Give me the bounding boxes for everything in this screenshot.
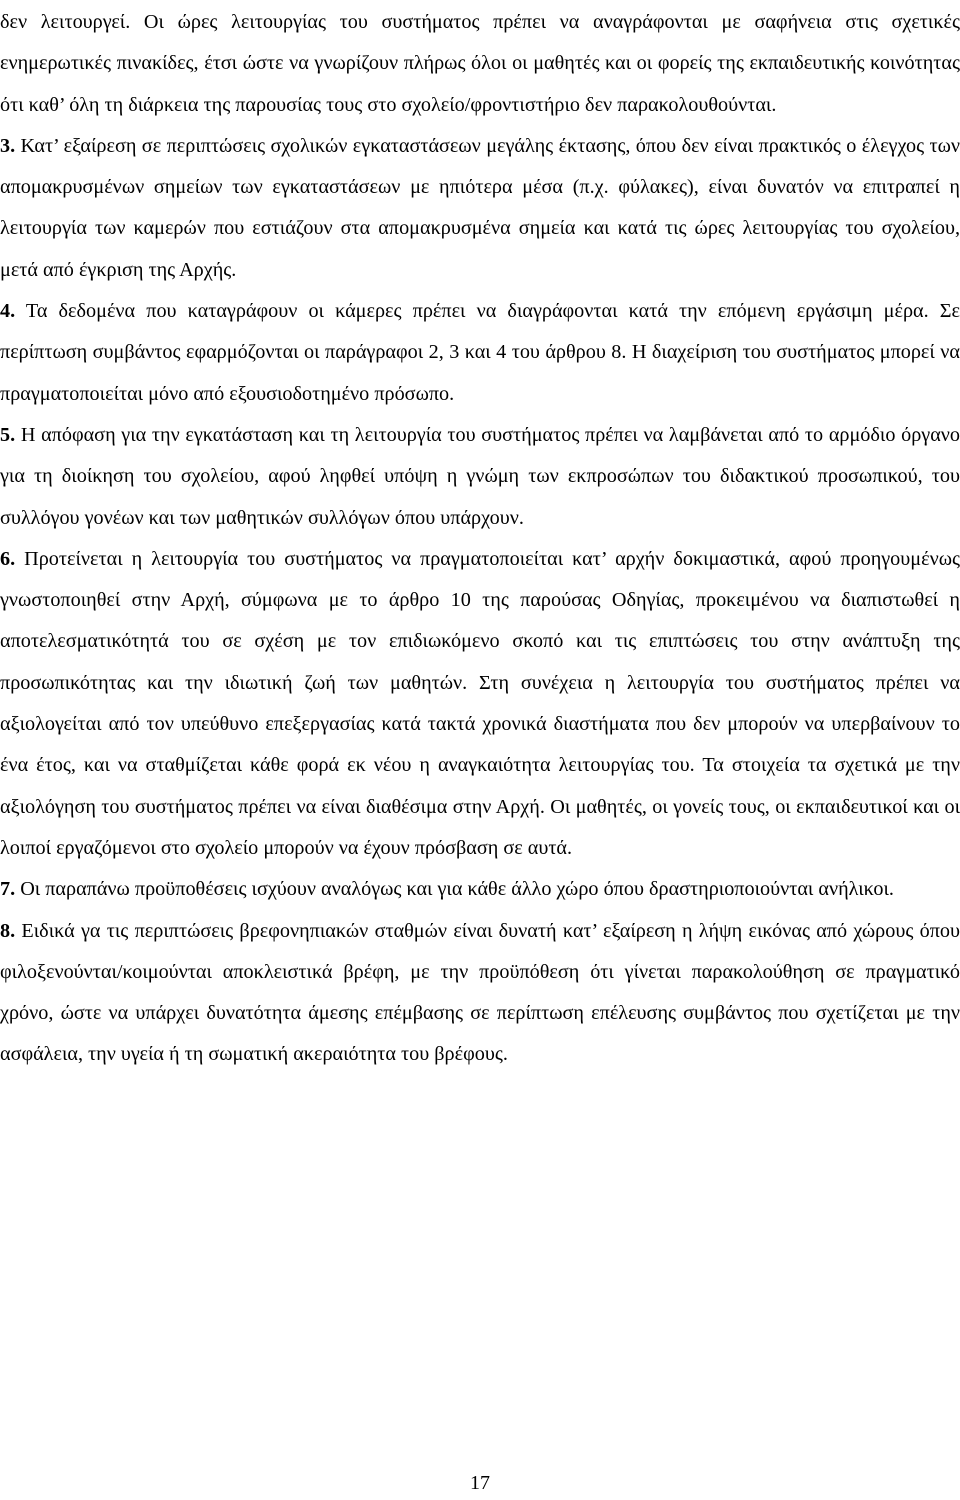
paragraph-number: 8.	[0, 919, 16, 942]
paragraph-text: Ειδικά γα τις περιπτώσεις βρεφονηπιακών σταθμών είναι δυνατή κατ’ εξαίρεση η λήψη εικόνας από χώρους όπου φιλοξενούνται/κοιμούνται αποκλειστικά βρέφη, με την προϋπόθεση ότι γίνεται παρακολούθηση σε πραγματικό χρόνο, ώστε να υπάρχει δυνατότητα άμεσης επέμβασης σε περίπτωση επέλευσης συμβάντος που σχετίζεται με την ασφάλεια, την υγεία ή τη σωματική ακεραιότητα του βρέφους.	[0, 919, 960, 1066]
paragraph-8	[0, 911, 960, 1076]
paragraph-text: Κατ’ εξαίρεση σε περιπτώσεις σχολικών εγκαταστάσεων μεγάλης έκτασης, όπου δεν είναι πρακτικός ο έλεγχος των απομακρυσμένων σημείων των εγκαταστάσεων με ηπιότερα μέσα (π.χ. φύλακες), είναι δυνατόν να επιτραπεί η λειτουργία των καμερών που εστιάζουν στα απομακρυσμένα σημεία και κατά τις ώρες λειτουργίας του σχολείου, μετά από έγκριση της Αρχής.	[0, 134, 960, 281]
paragraph-4	[0, 291, 960, 415]
paragraph-number: 5.	[0, 423, 16, 446]
paragraph-text: Οι παραπάνω προϋποθέσεις ισχύουν αναλόγως και για κάθε άλλο χώρο όπου δραστηριοποιούνται ανήλικοι.	[15, 878, 894, 901]
paragraph-text: Η απόφαση για την εγκατάσταση και τη λειτουργία του συστήματος πρέπει να λαμβάνεται από το αρμόδιο όργανο για τη διοίκηση του σχολείου, αφού ληφθεί υπόψη η γνώμη των εκπροσώπων του διδακτικού προσωπικού, του συλλόγου γονέων και των μαθητικών συλλόγων όπου υπάρχουν.	[0, 423, 960, 529]
paragraph-5	[0, 415, 960, 539]
paragraph-text: Προτείνεται η λειτουργία του συστήματος να πραγματοποιείται κατ’ αρχήν δοκιμαστικά, αφού προηγουμένως γνωστοποιηθεί στην Αρχή, σύμφωνα με το άρθρο 10 της παρούσας Οδηγίας, προκειμένου να διαπιστωθεί η αποτελεσματικότητά του σε σχέση με τον επιδιωκόμενο σκοπό και τις επιπτώσεις του στην ανάπτυξη της προσωπικότητας και την ιδιωτική ζωή των μαθητών. Στη συνέχεια η λειτουργία του συστήματος πρέπει να αξιολογείται από τον υπεύθυνο επεξεργασίας κατά τακτά χρονικά διαστήματα που δεν μπορούν να υπερβαίνουν το ένα έτος, και να σταθμίζεται κάθε φορά εκ νέου η αναγκαιότητα λειτουργίας του. Τα στοιχεία τα σχετικά με την αξιολόγηση του συστήματος πρέπει να είναι διαθέσιμα στην Αρχή. Οι μαθητές, οι γονείς τους, οι εκπαιδευτικοί και οι λοιποί εργαζόμενοι στο σχολείο μπορούν να έχουν πρόσβαση σε αυτά.	[0, 547, 960, 859]
paragraph-number: 4.	[0, 300, 16, 323]
paragraph-text: δεν λειτουργεί. Οι ώρες λειτουργίας του συστήματος πρέπει να αναγράφονται με σαφήνεια στις σχετικές ενημερωτικές πινακίδες, έτσι ώστε να γνωρίζουν πλήρως όλοι οι μαθητές και οι φορείς της εκπαιδευτικής κοινότητας ότι καθ’ όλη τη διάρκεια της παρουσίας τους στο σχολείο/φροντιστήριο δεν παρακολουθούνται.	[0, 11, 960, 116]
document-body	[0, 2, 960, 1076]
paragraph-6	[0, 539, 960, 869]
page-number: 17	[470, 1472, 490, 1494]
paragraph-3	[0, 126, 960, 291]
paragraph-continuation	[0, 2, 960, 126]
paragraph-number: 7.	[0, 878, 16, 901]
paragraph-text: Τα δεδομένα που καταγράφουν οι κάμερες πρέπει να διαγράφονται κατά την επόμενη εργάσιμη μέρα. Σε περίπτωση συμβάντος εφαρμόζονται οι παράγραφοι 2, 3 και 4 του άρθρου 8. Η διαχείριση του συστήματος μπορεί να πραγματοποιείται μόνο από εξουσιοδοτημένο πρόσωπο.	[0, 300, 960, 405]
paragraph-number: 3.	[0, 134, 16, 157]
paragraph-7	[0, 869, 960, 910]
paragraph-number: 6.	[0, 547, 16, 570]
